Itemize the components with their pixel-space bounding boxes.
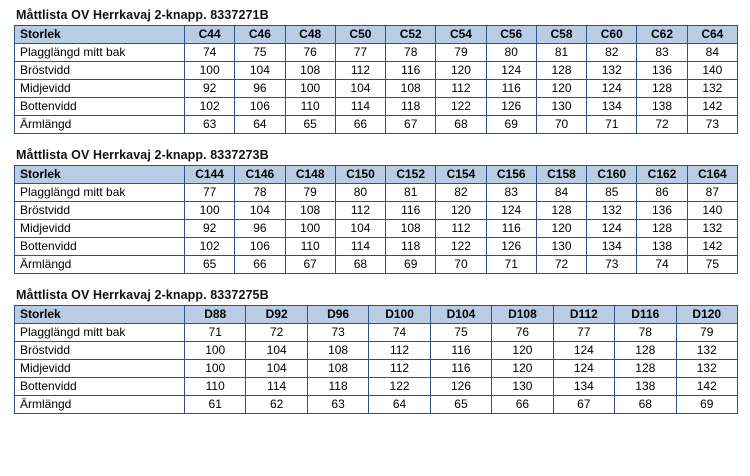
row-label: Ärmlängd (15, 256, 185, 274)
table-cell: 124 (587, 220, 637, 238)
table-cell: 118 (386, 98, 436, 116)
table-cell: 130 (536, 238, 586, 256)
column-header: D92 (246, 306, 307, 324)
table-cell: 80 (486, 44, 536, 62)
table-cell: 104 (235, 62, 285, 80)
table-header-row (15, 306, 738, 324)
table-cell: 132 (687, 80, 737, 98)
table-cell: 81 (536, 44, 586, 62)
table-cell: 120 (536, 80, 586, 98)
table-cell: 68 (615, 396, 676, 414)
size-table (14, 25, 738, 134)
table-cell: 79 (676, 324, 738, 342)
table-cell: 73 (307, 324, 368, 342)
row-label: Bröstvidd (15, 202, 185, 220)
table-cell: 100 (185, 62, 235, 80)
table-cell: 122 (436, 238, 486, 256)
table-cell: 102 (185, 238, 235, 256)
table-cell: 138 (615, 378, 676, 396)
table-cell: 140 (687, 202, 737, 220)
table-cell: 108 (285, 202, 335, 220)
table-cell: 118 (386, 238, 436, 256)
table-header-row (15, 26, 738, 44)
table-cell: 110 (185, 378, 246, 396)
column-header: C162 (637, 166, 687, 184)
table-cell: 77 (553, 324, 614, 342)
row-label: Plagglängd mitt bak (15, 324, 185, 342)
table-row (15, 184, 738, 202)
table-cell: 106 (235, 98, 285, 116)
table-cell: 132 (676, 360, 738, 378)
table-cell: 112 (369, 342, 430, 360)
table-cell: 75 (235, 44, 285, 62)
table-cell: 70 (536, 116, 586, 134)
size-table (14, 305, 738, 414)
table-cell: 114 (246, 378, 307, 396)
table-cell: 100 (185, 360, 246, 378)
row-label: Ärmlängd (15, 116, 185, 134)
table-cell: 128 (536, 62, 586, 80)
table-cell: 87 (687, 184, 737, 202)
table-cell: 61 (185, 396, 246, 414)
table-cell: 126 (486, 238, 536, 256)
table-cell: 92 (185, 80, 235, 98)
table-cell: 114 (335, 238, 385, 256)
table-cell: 130 (536, 98, 586, 116)
table-cell: 108 (386, 80, 436, 98)
table-row (15, 360, 738, 378)
column-header: C62 (637, 26, 687, 44)
table-cell: 74 (369, 324, 430, 342)
column-header: C64 (687, 26, 737, 44)
table-cell: 73 (687, 116, 737, 134)
row-label: Plagglängd mitt bak (15, 184, 185, 202)
table-cell: 140 (687, 62, 737, 80)
column-header-storlek: Storlek (15, 166, 185, 184)
table-cell: 142 (687, 98, 737, 116)
table-cell: 124 (553, 342, 614, 360)
table-cell: 66 (492, 396, 553, 414)
table-cell: 112 (369, 360, 430, 378)
table-cell: 83 (486, 184, 536, 202)
table-cell: 72 (536, 256, 586, 274)
table-header-row (15, 166, 738, 184)
table-cell: 124 (553, 360, 614, 378)
table-cell: 128 (536, 202, 586, 220)
column-header: C54 (436, 26, 486, 44)
table-cell: 82 (436, 184, 486, 202)
block-title: Måttlista OV Herrkavaj 2-knapp. 8337271B (16, 8, 269, 22)
column-header: C150 (335, 166, 385, 184)
table-row (15, 202, 738, 220)
table-cell: 100 (285, 80, 335, 98)
row-label: Bröstvidd (15, 62, 185, 80)
table-cell: 122 (369, 378, 430, 396)
block-title: Måttlista OV Herrkavaj 2-knapp. 8337273B (16, 148, 269, 162)
table-cell: 84 (687, 44, 737, 62)
table-cell: 70 (436, 256, 486, 274)
column-header: C52 (386, 26, 436, 44)
table-row (15, 378, 738, 396)
table-cell: 108 (307, 342, 368, 360)
table-cell: 63 (307, 396, 368, 414)
table-body (15, 324, 738, 414)
table-row (15, 98, 738, 116)
table-cell: 126 (486, 98, 536, 116)
column-header-storlek: Storlek (15, 26, 185, 44)
table-cell: 110 (285, 98, 335, 116)
table-cell: 68 (335, 256, 385, 274)
column-header: C50 (335, 26, 385, 44)
block-title: Måttlista OV Herrkavaj 2-knapp. 8337275B (16, 288, 269, 302)
column-header: D104 (430, 306, 491, 324)
table-cell: 142 (676, 378, 738, 396)
table-cell: 77 (185, 184, 235, 202)
table-row (15, 116, 738, 134)
table-cell: 64 (369, 396, 430, 414)
column-header: C58 (536, 26, 586, 44)
table-row (15, 396, 738, 414)
table-cell: 69 (386, 256, 436, 274)
table-cell: 82 (587, 44, 637, 62)
table-cell: 114 (335, 98, 385, 116)
column-header: D96 (307, 306, 368, 324)
table-cell: 102 (185, 98, 235, 116)
row-label: Plagglängd mitt bak (15, 44, 185, 62)
table-cell: 132 (587, 62, 637, 80)
table-cell: 92 (185, 220, 235, 238)
table-cell: 130 (492, 378, 553, 396)
table-cell: 138 (637, 98, 687, 116)
table-header (15, 26, 738, 44)
table-cell: 79 (436, 44, 486, 62)
table-cell: 134 (587, 98, 637, 116)
table-cell: 134 (553, 378, 614, 396)
table-cell: 132 (587, 202, 637, 220)
table-cell: 67 (553, 396, 614, 414)
row-label: Ärmlängd (15, 396, 185, 414)
table-row (15, 80, 738, 98)
row-label: Bottenvidd (15, 238, 185, 256)
table-cell: 74 (637, 256, 687, 274)
column-header: D108 (492, 306, 553, 324)
table-cell: 128 (615, 360, 676, 378)
table-cell: 124 (486, 202, 536, 220)
table-cell: 72 (246, 324, 307, 342)
row-label: Midjevidd (15, 220, 185, 238)
table-cell: 76 (285, 44, 335, 62)
table-cell: 126 (430, 378, 491, 396)
table-cell: 83 (637, 44, 687, 62)
table-cell: 120 (436, 202, 486, 220)
table-cell: 116 (486, 80, 536, 98)
column-header: C148 (285, 166, 335, 184)
size-chart-block-2 (14, 148, 740, 274)
table-cell: 100 (285, 220, 335, 238)
table-cell: 76 (492, 324, 553, 342)
table-cell: 120 (492, 360, 553, 378)
column-header: C144 (185, 166, 235, 184)
table-row (15, 62, 738, 80)
table-cell: 108 (386, 220, 436, 238)
row-label: Midjevidd (15, 80, 185, 98)
table-cell: 96 (235, 220, 285, 238)
column-header: D100 (369, 306, 430, 324)
table-cell: 78 (615, 324, 676, 342)
table-cell: 120 (492, 342, 553, 360)
table-cell: 72 (637, 116, 687, 134)
table-cell: 112 (335, 62, 385, 80)
table-cell: 104 (246, 360, 307, 378)
table-cell: 116 (386, 202, 436, 220)
table-cell: 104 (235, 202, 285, 220)
table-cell: 68 (436, 116, 486, 134)
column-header: C164 (687, 166, 737, 184)
column-header: C154 (436, 166, 486, 184)
table-cell: 100 (185, 202, 235, 220)
table-cell: 69 (676, 396, 738, 414)
table-cell: 116 (486, 220, 536, 238)
size-chart-block-1 (14, 8, 740, 134)
column-header-storlek: Storlek (15, 306, 185, 324)
table-cell: 104 (335, 220, 385, 238)
column-header: D116 (615, 306, 676, 324)
column-header: C48 (285, 26, 335, 44)
table-cell: 67 (285, 256, 335, 274)
table-header (15, 306, 738, 324)
table-cell: 84 (536, 184, 586, 202)
column-header: C160 (587, 166, 637, 184)
table-body (15, 184, 738, 274)
table-cell: 77 (335, 44, 385, 62)
column-header: D120 (676, 306, 738, 324)
table-cell: 69 (486, 116, 536, 134)
table-cell: 128 (637, 220, 687, 238)
table-cell: 104 (335, 80, 385, 98)
table-cell: 80 (335, 184, 385, 202)
table-cell: 64 (235, 116, 285, 134)
table-cell: 142 (687, 238, 737, 256)
table-cell: 136 (637, 62, 687, 80)
table-cell: 108 (307, 360, 368, 378)
column-header: D88 (185, 306, 246, 324)
table-cell: 96 (235, 80, 285, 98)
table-cell: 75 (687, 256, 737, 274)
column-header: C158 (536, 166, 586, 184)
table-cell: 74 (185, 44, 235, 62)
table-row (15, 342, 738, 360)
row-label: Bottenvidd (15, 378, 185, 396)
table-cell: 75 (430, 324, 491, 342)
table-cell: 71 (486, 256, 536, 274)
table-cell: 132 (687, 220, 737, 238)
table-cell: 118 (307, 378, 368, 396)
table-row (15, 256, 738, 274)
table-cell: 116 (386, 62, 436, 80)
table-row (15, 220, 738, 238)
table-cell: 138 (637, 238, 687, 256)
table-cell: 65 (185, 256, 235, 274)
column-header: C44 (185, 26, 235, 44)
size-table (14, 165, 738, 274)
table-cell: 106 (235, 238, 285, 256)
table-cell: 65 (285, 116, 335, 134)
size-chart-block-3 (14, 288, 740, 414)
table-cell: 128 (615, 342, 676, 360)
table-cell: 66 (335, 116, 385, 134)
table-cell: 134 (587, 238, 637, 256)
table-cell: 132 (676, 342, 738, 360)
table-cell: 124 (486, 62, 536, 80)
table-cell: 104 (246, 342, 307, 360)
table-cell: 78 (235, 184, 285, 202)
column-header: C60 (587, 26, 637, 44)
column-header: C156 (486, 166, 536, 184)
table-cell: 124 (587, 80, 637, 98)
table-cell: 108 (285, 62, 335, 80)
table-header (15, 166, 738, 184)
table-cell: 116 (430, 342, 491, 360)
table-cell: 120 (436, 62, 486, 80)
column-header: C146 (235, 166, 285, 184)
table-cell: 86 (637, 184, 687, 202)
table-cell: 112 (335, 202, 385, 220)
table-cell: 65 (430, 396, 491, 414)
table-cell: 81 (386, 184, 436, 202)
table-cell: 71 (587, 116, 637, 134)
table-cell: 85 (587, 184, 637, 202)
table-body (15, 44, 738, 134)
table-row (15, 238, 738, 256)
table-cell: 100 (185, 342, 246, 360)
table-cell: 110 (285, 238, 335, 256)
row-label: Midjevidd (15, 360, 185, 378)
table-cell: 120 (536, 220, 586, 238)
table-cell: 128 (637, 80, 687, 98)
table-cell: 79 (285, 184, 335, 202)
table-cell: 73 (587, 256, 637, 274)
table-cell: 112 (436, 220, 486, 238)
table-row (15, 44, 738, 62)
table-cell: 122 (436, 98, 486, 116)
row-label: Bottenvidd (15, 98, 185, 116)
column-header: C46 (235, 26, 285, 44)
table-cell: 136 (637, 202, 687, 220)
table-cell: 67 (386, 116, 436, 134)
table-cell: 62 (246, 396, 307, 414)
table-cell: 71 (185, 324, 246, 342)
column-header: D112 (553, 306, 614, 324)
row-label: Bröstvidd (15, 342, 185, 360)
column-header: C152 (386, 166, 436, 184)
table-row (15, 324, 738, 342)
table-cell: 63 (185, 116, 235, 134)
table-cell: 78 (386, 44, 436, 62)
table-cell: 112 (436, 80, 486, 98)
table-cell: 116 (430, 360, 491, 378)
table-cell: 66 (235, 256, 285, 274)
column-header: C56 (486, 26, 536, 44)
